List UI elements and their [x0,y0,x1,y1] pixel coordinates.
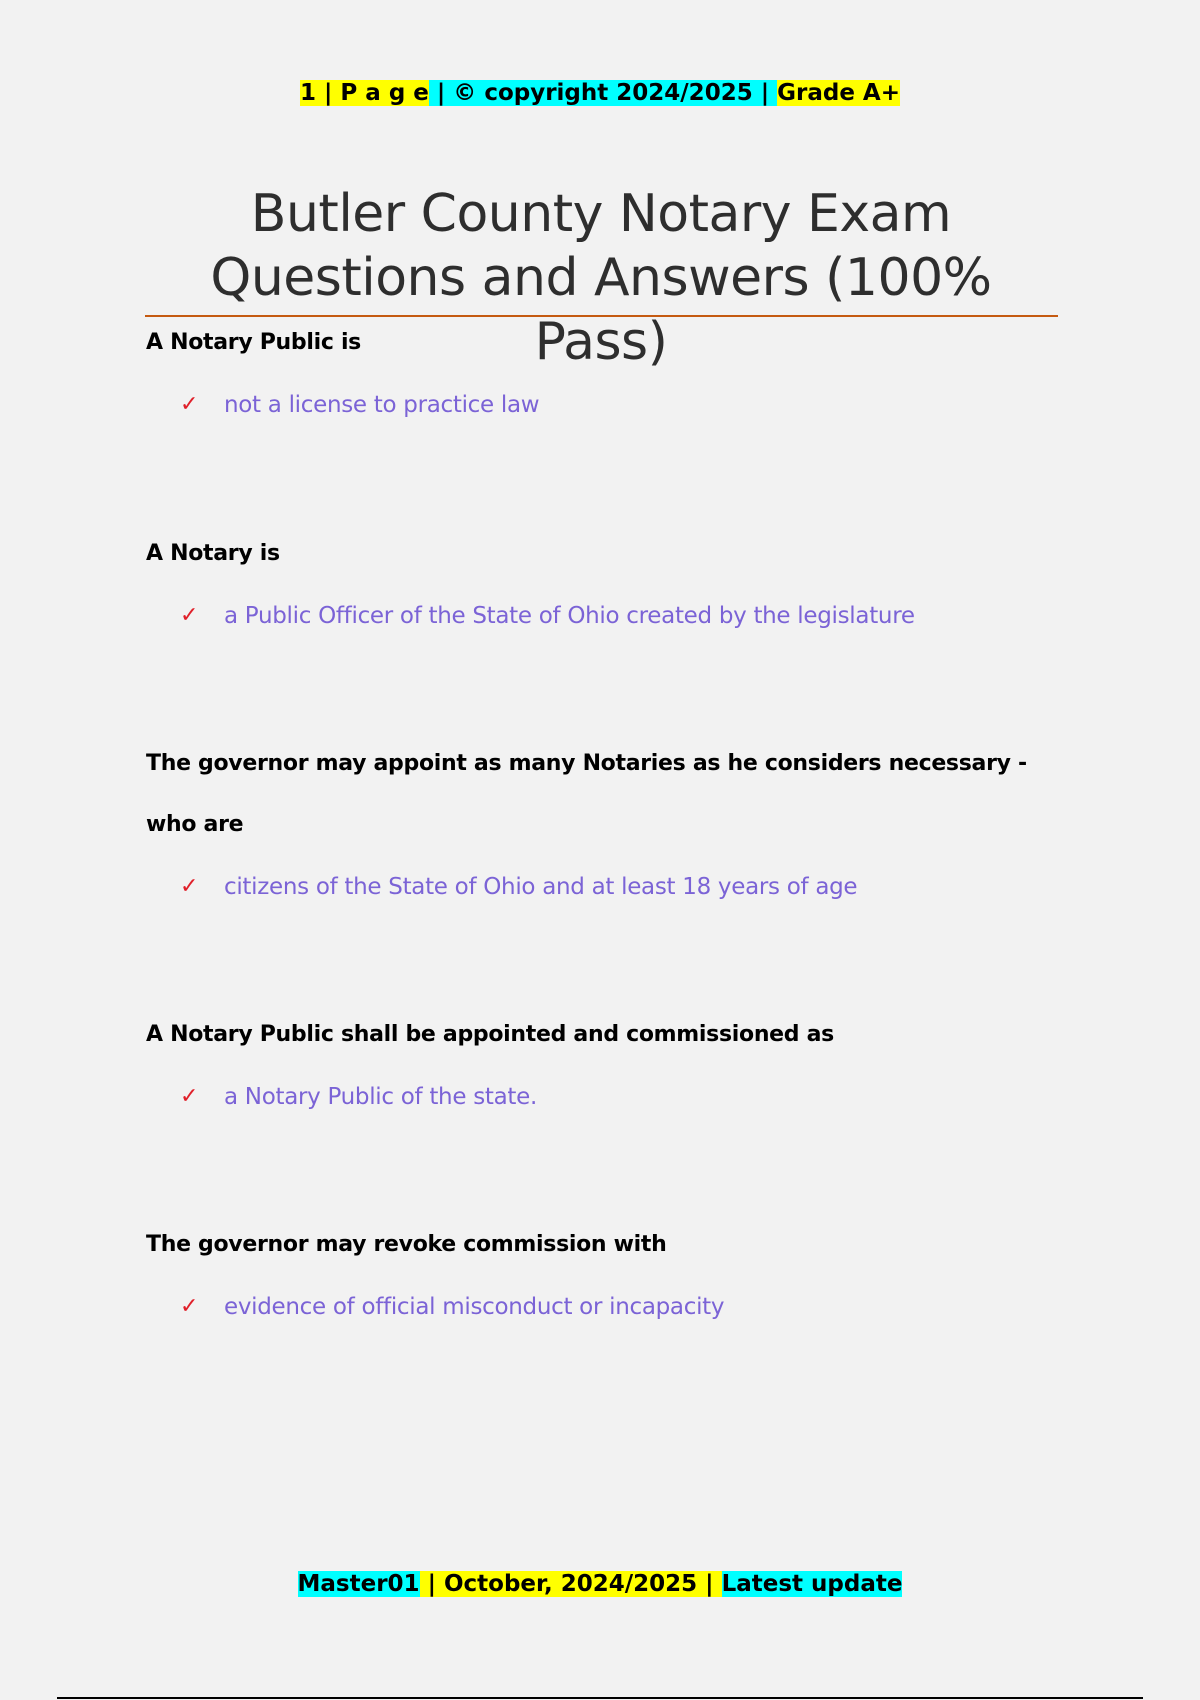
qa-item-5 [146,1214,1066,1325]
footer-author: Master01 [297,1571,420,1597]
qa-item-2 [146,523,1066,634]
answer-text: evidence of official misconduct or incapacity [224,1294,725,1320]
question-text: A Notary Public shall be appointed and commissioned as [146,1022,834,1047]
page-header [0,74,1200,112]
question-text: The governor may appoint as many Notaries as he considers necessary - who are [146,751,1027,837]
check-icon: ✓ [180,603,199,628]
check-icon: ✓ [180,1084,199,1109]
title-line-2: Questions and Answers (100% Pass) [210,248,992,372]
answer-text: a Notary Public of the state. [224,1084,537,1110]
header-page-label: P a g e [340,80,429,106]
question-text: A Notary Public is [146,330,361,355]
header-grade: Grade A+ [777,80,901,106]
qa-item-1 [146,312,1066,423]
question-text: The governor may revoke commission with [146,1232,667,1257]
answer-text: citizens of the State of Ohio and at least 18 years of age [224,874,858,900]
answer [146,387,1066,423]
answer-text: a Public Officer of the State of Ohio created by the legislature [224,603,915,629]
question-text: A Notary is [146,541,280,566]
check-icon: ✓ [180,392,199,417]
header-copyright: | © copyright 2024/2025 | [428,80,778,106]
page-footer [0,1566,1200,1602]
header-page-number: 1 | P a g e [299,80,429,106]
footer-update: Latest update [721,1571,903,1597]
answer [146,598,1066,634]
answer [146,869,1066,905]
check-icon: ✓ [180,1294,199,1319]
footer-date: | October, 2024/2025 | [419,1571,722,1597]
footer-rule [57,1697,1143,1699]
qa-item-4 [146,1004,1066,1115]
answer [146,1289,1066,1325]
qa-item-3 [146,733,1066,905]
answer [146,1079,1066,1115]
check-icon: ✓ [180,874,199,899]
title-line-1: Butler County Notary Exam [250,184,952,244]
answer-text: not a license to practice law [224,392,540,418]
